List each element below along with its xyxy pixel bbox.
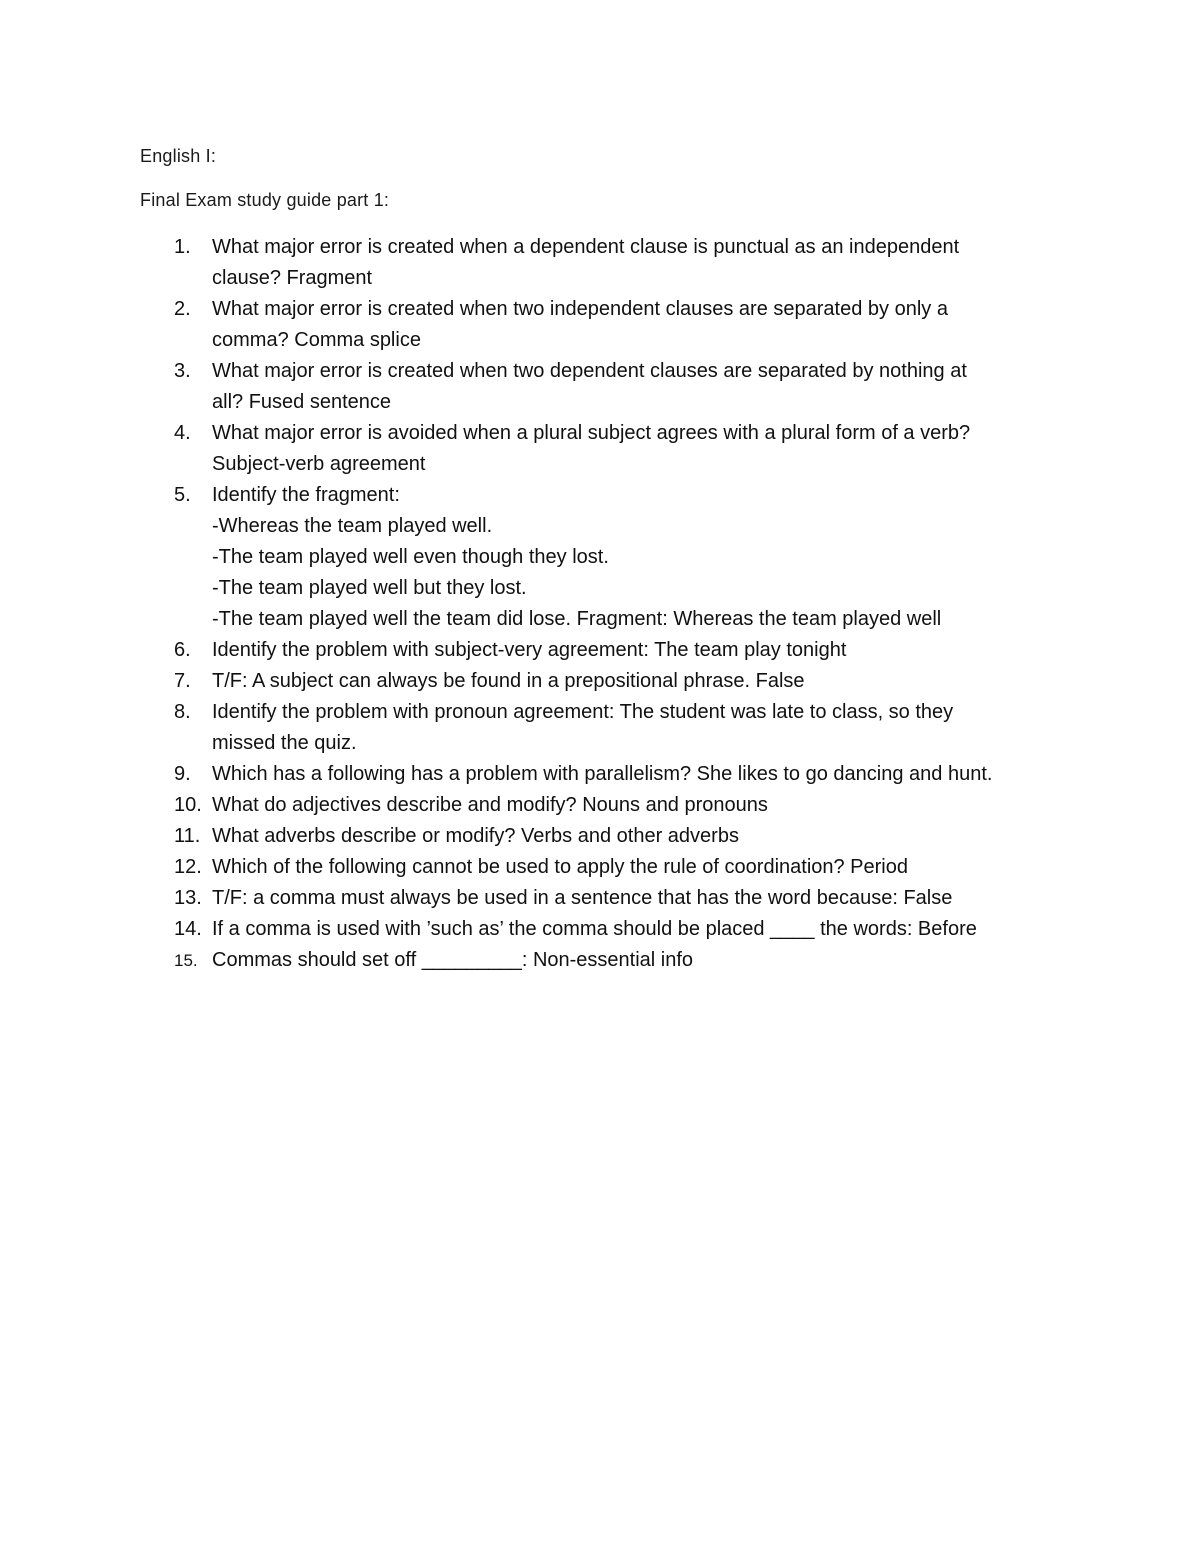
question-number: 13. bbox=[174, 887, 202, 909]
question-item bbox=[140, 790, 1070, 821]
question-list bbox=[140, 232, 1070, 976]
question-text-line: If a comma is used with ’such as’ the comma should be placed ____ the words: Before bbox=[212, 918, 977, 940]
question-item bbox=[140, 883, 1070, 914]
question-text-line: T/F: a comma must always be used in a sentence that has the word because: False bbox=[212, 887, 953, 909]
question-text-line: What major error is created when a dependent clause is punctual as an independent bbox=[212, 236, 960, 258]
question-item bbox=[140, 852, 1070, 883]
question-number: 11. bbox=[174, 825, 201, 847]
question-item bbox=[140, 759, 1070, 790]
question-item bbox=[140, 294, 1070, 356]
question-item bbox=[140, 232, 1070, 294]
question-number: 14. bbox=[174, 918, 202, 940]
question-item bbox=[140, 697, 1070, 759]
question-number: 4. bbox=[174, 422, 191, 444]
question-item bbox=[140, 356, 1070, 418]
question-text-line: clause? Fragment bbox=[212, 267, 373, 289]
question-number: 5. bbox=[174, 484, 191, 506]
question-text-line: Which of the following cannot be used to apply the rule of coordination? Period bbox=[212, 856, 908, 878]
question-text-line: What major error is avoided when a plural subject agrees with a plural form of a verb? bbox=[212, 422, 971, 444]
question-number: 7. bbox=[174, 670, 191, 692]
question-number: 9. bbox=[174, 763, 191, 785]
question-text-line: Identify the fragment: bbox=[212, 484, 400, 506]
question-text-line: missed the quiz. bbox=[212, 732, 357, 754]
question-item bbox=[140, 635, 1070, 666]
question-text-line: What major error is created when two independent clauses are separated by only a bbox=[212, 298, 948, 320]
question-text-line: Identify the problem with subject-very agreement: The team play tonight bbox=[212, 639, 847, 661]
question-text-line: Which has a following has a problem with parallelism? She likes to go dancing and hunt. bbox=[212, 763, 993, 785]
question-text-line: -The team played well the team did lose. Fragment: Whereas the team played well bbox=[212, 608, 942, 630]
question-text-line: Subject-verb agreement bbox=[212, 453, 426, 475]
question-number: 15. bbox=[174, 951, 198, 970]
question-text-line: Identify the problem with pronoun agreement: The student was late to class, so they bbox=[212, 701, 954, 723]
question-number: 1. bbox=[174, 236, 191, 258]
question-text-line: -Whereas the team played well. bbox=[212, 515, 493, 537]
question-item bbox=[140, 418, 1070, 480]
question-text-line: What do adjectives describe and modify? Nouns and pronouns bbox=[212, 794, 768, 816]
question-number: 12. bbox=[174, 856, 202, 878]
question-text-line: Commas should set off _________: Non-essential info bbox=[212, 949, 694, 971]
question-item bbox=[140, 945, 1070, 976]
question-text-line: all? Fused sentence bbox=[212, 391, 392, 413]
question-item bbox=[140, 666, 1070, 697]
course-title: English I: bbox=[140, 146, 217, 166]
question-item bbox=[140, 914, 1070, 945]
question-text-line: -The team played well but they lost. bbox=[212, 577, 527, 599]
study-guide-title: Final Exam study guide part 1: bbox=[140, 190, 390, 210]
question-item bbox=[140, 480, 1070, 635]
question-text-line: comma? Comma splice bbox=[212, 329, 421, 351]
question-text-line: T/F: A subject can always be found in a prepositional phrase. False bbox=[212, 670, 805, 692]
question-number: 3. bbox=[174, 360, 191, 382]
question-number: 6. bbox=[174, 639, 191, 661]
question-number: 10. bbox=[174, 794, 202, 816]
question-text-line: -The team played well even though they lost. bbox=[212, 546, 609, 568]
question-item bbox=[140, 821, 1070, 852]
question-number: 2. bbox=[174, 298, 191, 320]
question-text-line: What adverbs describe or modify? Verbs and other adverbs bbox=[212, 825, 739, 847]
question-text-line: What major error is created when two dependent clauses are separated by nothing at bbox=[212, 360, 967, 382]
question-number: 8. bbox=[174, 701, 191, 723]
